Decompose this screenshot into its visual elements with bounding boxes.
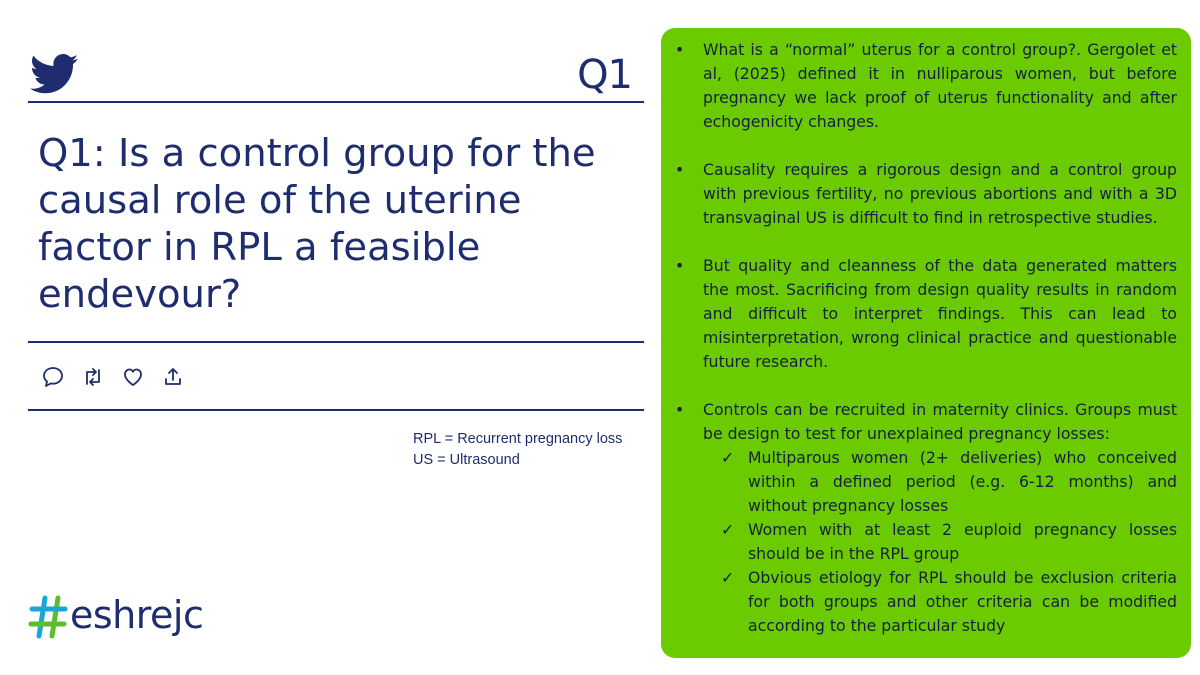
criteria-list xyxy=(703,446,1177,638)
divider-top xyxy=(28,101,644,103)
eshrejc-logo xyxy=(28,594,203,640)
abbreviation-us: US = Ultrasound xyxy=(413,452,520,468)
criteria-item: ✓ Women with at least 2 euploid pregnancy losses should be in the RPL group xyxy=(721,520,1177,563)
divider-bottom xyxy=(28,409,644,411)
divider-middle xyxy=(28,341,644,343)
hash-logo-icon xyxy=(28,594,68,640)
checkmark-icon: ✓ xyxy=(721,520,735,539)
logo-wordmark: eshrejc xyxy=(70,593,204,637)
reply-icon[interactable] xyxy=(40,364,66,390)
list-item: • Causality requires a rigorous design and a control group with previous fertility, no previous abortions and with a 3D transvaginal US is difficult to find in retrospective studies. xyxy=(675,160,1177,227)
tweet-actions xyxy=(40,364,186,390)
retweet-icon[interactable] xyxy=(80,364,106,390)
list-item: • Controls can be recruited in maternity clinics. Groups must be design to test for unexplained pregnancy losses: ✓ Multiparous women (2+ deliveries) who conceived within a defined period (e.g. 6-12 months) and without pregnancy losses ✓ Women with at least 2 euploid pregnancy losses should be in the RPL group ✓ Obvious etiology for RPL should be exclusion criteria for both groups and other criteria can be modified according to the particular study xyxy=(661,398,1191,638)
checkmark-icon: ✓ xyxy=(721,448,735,467)
criteria-item: ✓ Multiparous women (2+ deliveries) who conceived within a defined period (e.g. 6-12 months) and without pregnancy losses xyxy=(721,448,1177,515)
bullet-icon: • xyxy=(675,40,685,59)
bullet-list xyxy=(661,38,1191,662)
list-item: • What is a “normal” uterus for a control group?. Gergolet et al, (2025) defined it in nulliparous women, but before pregnancy we lack proof of uterus functionality and after echogenicity changes. xyxy=(675,40,1177,131)
abbreviations xyxy=(413,429,622,471)
abbreviation-rpl: RPL = Recurrent pregnancy loss xyxy=(413,431,623,447)
twitter-bird-icon xyxy=(30,54,78,94)
question-tag: Q1 xyxy=(577,52,632,98)
list-item: • But quality and cleanness of the data generated matters the most. Sacrificing from design quality results in random and difficult to interpret findings. This can lead to misinterpretation, wrong clinical practice and questionable future research. xyxy=(675,256,1177,371)
bullet-icon: • xyxy=(675,400,685,419)
question-title: Q1: Is a control group for the causal role of the uterine factor in RPL a feasible endevour? xyxy=(38,131,596,317)
checkmark-icon: ✓ xyxy=(721,568,735,587)
bullet-icon: • xyxy=(675,160,685,179)
share-icon[interactable] xyxy=(160,364,186,390)
like-icon[interactable] xyxy=(120,364,146,390)
bullet-icon: • xyxy=(675,256,685,275)
discussion-panel xyxy=(661,28,1191,658)
criteria-item: ✓ Obvious etiology for RPL should be exclusion criteria for both groups and other criteria can be modified according to the particular study xyxy=(721,568,1177,635)
